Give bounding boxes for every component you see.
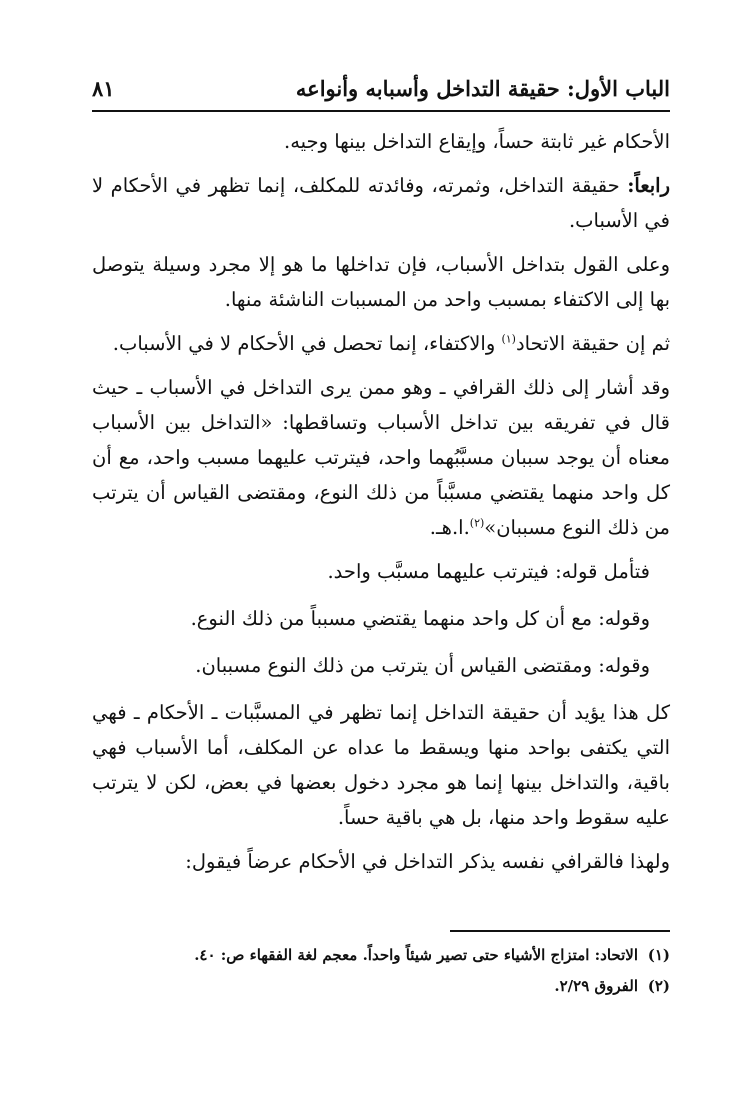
paragraph-4 (92, 326, 670, 361)
footnote-2-text: الفروق ٢/٢٩. (554, 977, 638, 995)
quote-line-3: وقوله: ومقتضى القياس أن يترتب من ذلك النوع مسببان. (195, 654, 650, 677)
paragraph-7: ولهذا فالقرافي نفسه يذكر التداخل في الأحكام عرضاً فيقول: (185, 850, 670, 873)
footnotes (92, 940, 670, 1002)
quote-line-2: وقوله: مع أن كل واحد منهما يقتضي مسبباً من ذلك النوع. (190, 607, 650, 630)
paragraph-2-lead: رابعاً: (627, 174, 670, 197)
paragraph-5-part-a: وقد أشار إلى ذلك القرافي ـ وهو ممن يرى التداخل في الأسباب ـ حيث قال في تفريقه بين تداخل الأسباب وتساقطها: «التداخل بين الأسباب معناه أن يوجد سببان مسبَّبُهما واحد، فيترتب عليهما مسبب واحد، مع أن كل واحد منهما يقتضي مسبَّباً من ذلك النوع، ومقتضى القياس أن يترتب من ذلك النوع مسببان» (92, 376, 670, 539)
footnote-divider (450, 930, 670, 932)
quote-line-1: فتأمل قوله: فيترتب عليهما مسبَّب واحد. (327, 560, 650, 583)
footnote-1-text: الاتحاد: امتزاج الأشياء حتى تصير شيئاً واحداً. معجم لغة الفقهاء ص: ٤٠. (194, 946, 638, 964)
footnote-ref-2[interactable]: (٢) (469, 516, 485, 530)
paragraph-4-part-b: والاكتفاء، إنما تحصل في الأحكام لا في الأسباب. (112, 332, 502, 355)
footnote-1-number: (١) (647, 946, 670, 964)
footnote-2-number: (٢) (647, 977, 670, 995)
paragraph-3: وعلى القول بتداخل الأسباب، فإن تداخلها ما هو إلا مجرد وسيلة يتوصل بها إلى الاكتفاء بمسبب واحد من المسببات الناشئة منها. (92, 253, 670, 311)
running-header (92, 70, 670, 112)
paragraph-2 (92, 168, 670, 238)
footnote-2 (92, 971, 670, 1002)
paragraph-5 (92, 370, 670, 545)
paragraph-5-part-b: .ا.هـ. (429, 516, 470, 539)
paragraph-6: كل هذا يؤيد أن حقيقة التداخل إنما تظهر في المسبَّبات ـ الأحكام ـ فهي التي يكتفى بواحد منها ويسقط ما عداه عن المكلف، أما الأسباب فهي باقية، والتداخل بينها إنما هو مجرد دخول بعضها في بعض، لكن لا يترتب عليه سقوط واحد منها، بل هي باقية حساً. (92, 701, 670, 829)
paragraph-4-part-a: ثم إن حقيقة الاتحاد (515, 332, 670, 355)
chapter-title: الباب الأول: حقيقة التداخل وأسبابه وأنواعه (295, 76, 670, 101)
body-text (92, 124, 670, 888)
footnote-1 (92, 940, 670, 971)
footnote-ref-1[interactable]: (١) (501, 332, 516, 346)
paragraph-2-text: حقيقة التداخل، وثمرته، وفائدته للمكلف، إنما تظهر في الأحكام لا في الأسباب. (92, 174, 670, 232)
paragraph-1: الأحكام غير ثابتة حساً، وإيقاع التداخل بينها وجيه. (284, 130, 670, 153)
page-number: ٨١ (92, 76, 115, 101)
